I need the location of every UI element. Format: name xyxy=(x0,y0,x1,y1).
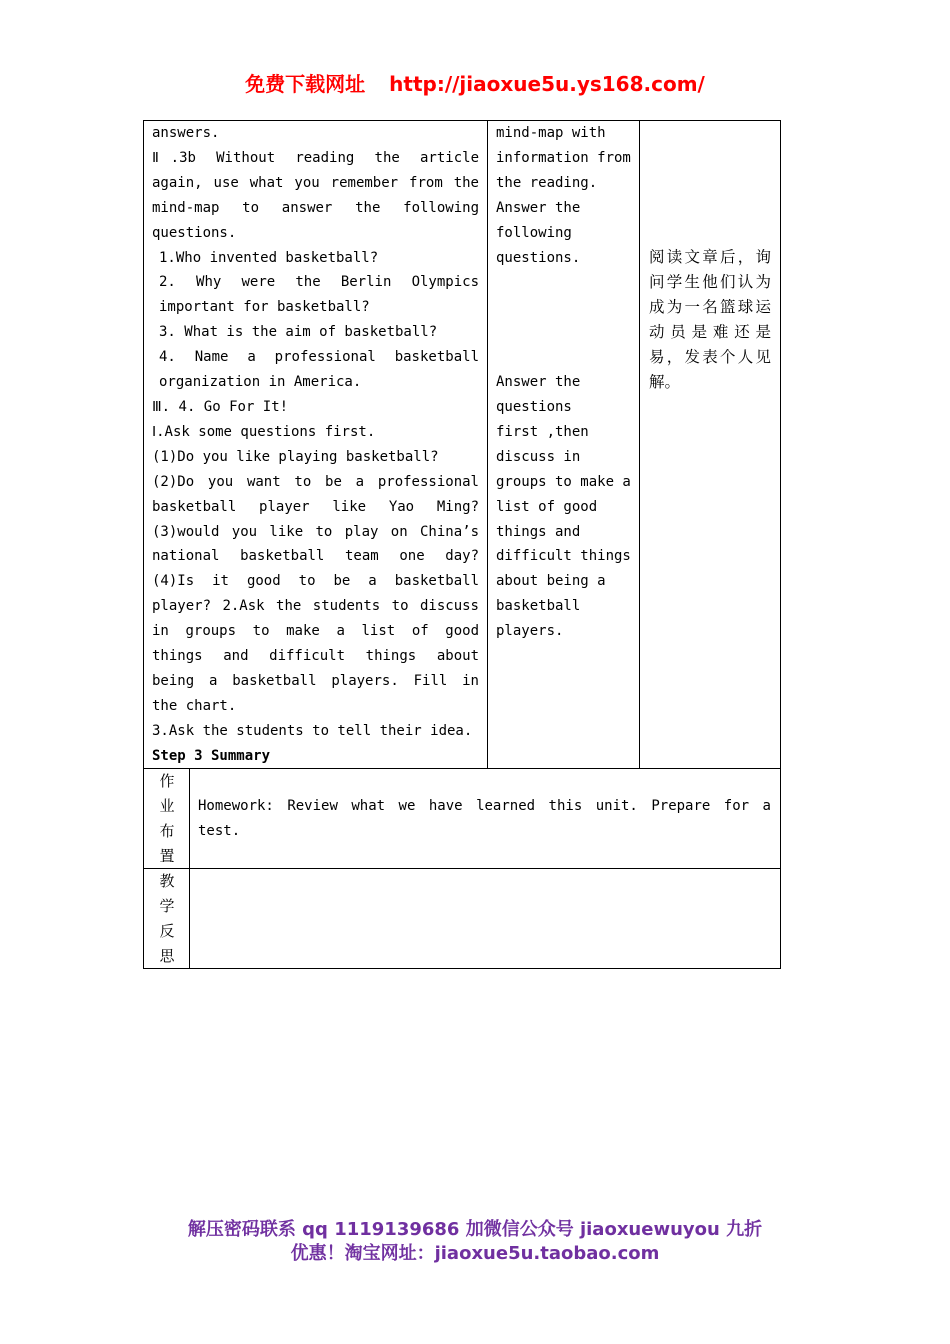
spacer xyxy=(496,270,636,295)
text-line: questions. xyxy=(152,224,237,241)
label-char: 反 xyxy=(159,922,175,940)
text-line: mind-map with xyxy=(496,125,606,141)
label-char: 学 xyxy=(159,897,175,915)
text-line: 动员是难还是 xyxy=(649,322,771,341)
label-char: 置 xyxy=(159,847,175,865)
label-char: 教 xyxy=(159,872,175,890)
text-line: the chart. xyxy=(152,697,237,714)
text-line: 问学生他们认为 xyxy=(649,272,771,291)
column-divider-1 xyxy=(487,120,488,769)
text-line: 阅读文章后，询 xyxy=(649,248,771,266)
text-line: (3)would you like to play on China’s xyxy=(152,523,479,540)
homework-label xyxy=(144,769,190,869)
spacer xyxy=(496,295,636,320)
text-line: groups to make a xyxy=(496,473,631,490)
footer-line: 解压密码联系 qq 1119139686 加微信公众号 jiaoxuewuyou 九折 xyxy=(187,1219,763,1240)
question-line: 3. What is the aim of basketball? xyxy=(159,324,438,341)
spacer xyxy=(496,345,636,370)
text-line: discuss in xyxy=(496,448,581,465)
section-heading: Ⅲ. 4. Go For It! xyxy=(152,398,289,415)
contact-footer xyxy=(0,1218,950,1266)
row-divider-reflection xyxy=(143,868,781,869)
text-line: Answer the xyxy=(496,374,581,391)
question-line: 1.Who invented basketball? xyxy=(159,249,379,266)
text-line: list of good xyxy=(496,498,598,515)
step-heading: Step 3 Summary xyxy=(152,747,271,764)
text-line: mind-map to answer the following xyxy=(152,199,479,216)
text-line: the reading. xyxy=(496,174,598,191)
label-char: 思 xyxy=(159,947,175,965)
homework-text: test. xyxy=(198,822,241,839)
text-line: about being a xyxy=(496,573,606,590)
spacer xyxy=(496,320,636,345)
question-line: 4. Name a professional basketball xyxy=(159,349,479,366)
table-border-right xyxy=(780,120,781,969)
text-line: information from xyxy=(496,149,631,166)
label-char: 布 xyxy=(159,822,175,840)
question-line: important for basketball? xyxy=(159,299,370,316)
text-line: answers. xyxy=(152,125,220,141)
reflection-label xyxy=(144,869,190,969)
text-line: basketball player like Yao Ming? xyxy=(152,498,479,515)
text-line: questions xyxy=(496,398,572,415)
text-line: 易，发表个人见 xyxy=(649,347,771,366)
text-line: first ,then xyxy=(496,423,589,440)
homework-cell xyxy=(198,794,771,844)
text-line: basketball xyxy=(496,598,581,615)
text-line: 3.Ask the students to tell their idea. xyxy=(152,722,473,739)
question-line: organization in America. xyxy=(159,374,362,391)
text-line: again, use what you remember from the xyxy=(152,174,479,191)
download-header xyxy=(0,68,950,97)
text-line: in groups to make a list of good xyxy=(152,623,479,640)
label-char: 作 xyxy=(159,772,175,790)
text-line: (2)Do you want to be a professional xyxy=(152,473,479,490)
text-line: difficult things xyxy=(496,548,631,565)
header-url-link[interactable]: http://jiaoxue5u.ys168.com/ xyxy=(389,72,705,96)
text-line: 成为一名篮球运 xyxy=(649,297,771,316)
column-divider-2 xyxy=(639,120,640,769)
text-line: Ⅱ.3b Without reading the article xyxy=(152,149,479,166)
header-label: 免费下载网址 xyxy=(245,72,366,96)
text-line: things and difficult things about xyxy=(152,648,479,665)
text-line: following xyxy=(496,224,572,241)
text-line: questions. xyxy=(496,249,581,266)
label-char: 业 xyxy=(159,797,175,815)
text-line: being a basketball players. Fill in xyxy=(152,672,479,689)
text-line: 解。 xyxy=(649,372,681,391)
question-line: 2. Why were the Berlin Olympics xyxy=(159,274,479,291)
text-line: things and xyxy=(496,523,581,540)
text-line: (1)Do you like playing basketball? xyxy=(152,448,439,465)
student-activity-cell xyxy=(496,121,636,644)
design-intent-cell xyxy=(649,245,771,394)
text-line: (4)Is it good to be a basketball xyxy=(152,573,479,590)
text-line: Answer the xyxy=(496,199,581,216)
text-line: player? 2.Ask the students to discuss xyxy=(152,598,479,615)
text-line: national basketball team one day? xyxy=(152,548,479,565)
text-line: Ⅰ.Ask some questions first. xyxy=(152,423,376,440)
homework-text: Homework: Review what we have learned this unit. Prepare for a xyxy=(198,798,771,814)
table-border-bottom xyxy=(143,968,781,969)
text-line: players. xyxy=(496,623,564,640)
teacher-activity-cell xyxy=(152,121,479,769)
footer-line: 优惠！淘宝网址：jiaoxue5u.taobao.com xyxy=(290,1243,660,1264)
